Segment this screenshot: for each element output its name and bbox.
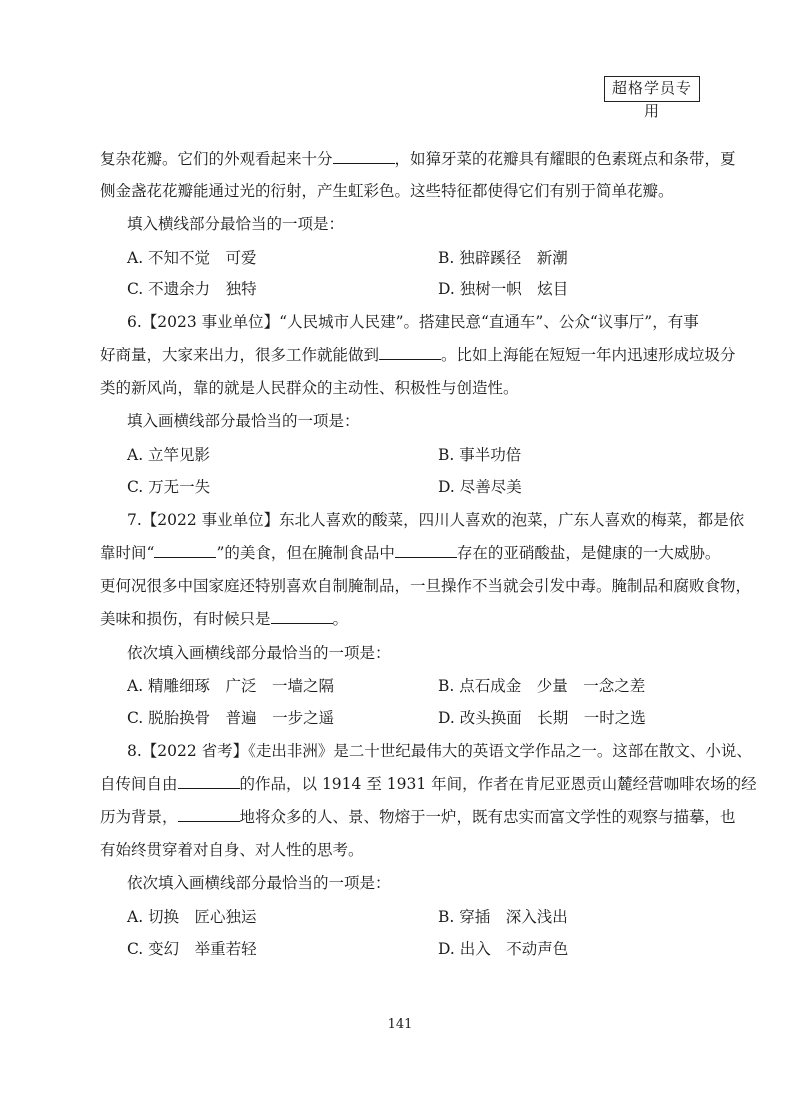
q8-prompt: 依次填入画横线部分最恰当的一项是： (127, 874, 391, 892)
q6-option-c: C. 万无一失 (127, 478, 211, 496)
q6-option-a: A. 立竿见影 (127, 446, 211, 464)
q8-option-c: C. 变幻 举重若轻 (127, 940, 257, 958)
intro-option-b: B. 独辟蹊径 新潮 (438, 249, 568, 267)
q7-line-1: 7.【2022 事业单位】东北人喜欢的酸菜，四川人喜欢的泡菜，广东人喜欢的梅菜，都是依 (127, 511, 745, 529)
intro-option-d: D. 独树一帜 炫目 (438, 280, 569, 298)
intro-line-2: 侧金盏花花瓣能通过光的衍射，产生虹彩色。这些特征都使得它们有别于简单花瓣。 (100, 182, 674, 200)
q7-prompt: 依次填入画横线部分最恰当的一项是： (127, 644, 391, 662)
q7-line-4: 美味和损伤，有时候只是 。 (100, 610, 349, 628)
q7-option-a: A. 精雕细琢 广泛 一墙之隔 (127, 677, 335, 695)
q7-option-b: B. 点石成金 少量 一念之差 (438, 677, 646, 695)
q8-line-4: 有始终贯穿着对自身、对人性的思考。 (100, 841, 364, 859)
q8-option-b: B. 穿插 深入浅出 (438, 908, 568, 926)
exclusive-badge: 超格学员专用 (604, 76, 700, 102)
intro-option-c: C. 不遗余力 独特 (127, 280, 257, 298)
intro-line-1: 复杂花瓣。它们的外观看起来十分 ，如獐牙菜的花瓣具有耀眼的色素斑点和条带，夏 (100, 150, 736, 168)
q6-line-3: 类的新风尚，靠的就是人民群众的主动性、积极性与创造性。 (100, 379, 519, 397)
q7-option-c: C. 脱胎换骨 普遍 一步之遥 (127, 709, 335, 727)
blank (178, 774, 240, 789)
q6-line-2: 好商量，大家来出力，很多工作就能做到 。比如上海能在短短一年内迅速形成垃圾分 (100, 346, 736, 364)
blank (154, 543, 216, 558)
q8-line-1: 8.【2022 省考】《走出非洲》是二十世纪最伟大的英语文学作品之一。这部在散文、小说、 (127, 742, 752, 760)
intro-option-a: A. 不知不觉 可爱 (127, 249, 257, 267)
q6-line-1: 6.【2023 事业单位】“人民城市人民建”。搭建民意“直通车”、公众“议事厅”，有事 (127, 313, 699, 331)
page-number: 141 (387, 1017, 413, 1032)
q6-prompt: 填入画横线部分最恰当的一项是： (127, 412, 360, 430)
q7-line-2: 靠时间“ ”的美食，但在腌制食品中 存在的亚硝酸盐，是健康的一大威胁。 (100, 544, 721, 562)
intro-prompt: 填入横线部分最恰当的一项是： (127, 215, 345, 233)
blank (395, 543, 457, 558)
q7-line-3: 更何况很多中国家庭还特别喜欢自制腌制品，一旦操作不当就会引发中毒。腌制品和腐败食物， (100, 577, 752, 595)
q8-option-d: D. 出入 不动声色 (438, 940, 569, 958)
q8-line-3: 历为背景， 地将众多的人、景、物熔于一炉，既有忠实而富文学性的观察与描摹，也 (100, 808, 736, 826)
q6-option-d: D. 尽善尽美 (438, 478, 522, 496)
q8-line-2: 自传间自由 的作品，以 1914 至 1931 年间，作者在肯尼亚恩贡山麓经营咖啡农场的经 (100, 775, 757, 793)
blank (379, 345, 441, 360)
blank (271, 609, 333, 624)
blank (178, 807, 240, 822)
q7-option-d: D. 改头换面 长期 一时之选 (438, 709, 646, 727)
blank (333, 149, 395, 164)
q6-option-b: B. 事半功倍 (438, 446, 522, 464)
q8-option-a: A. 切换 匠心独运 (127, 908, 257, 926)
